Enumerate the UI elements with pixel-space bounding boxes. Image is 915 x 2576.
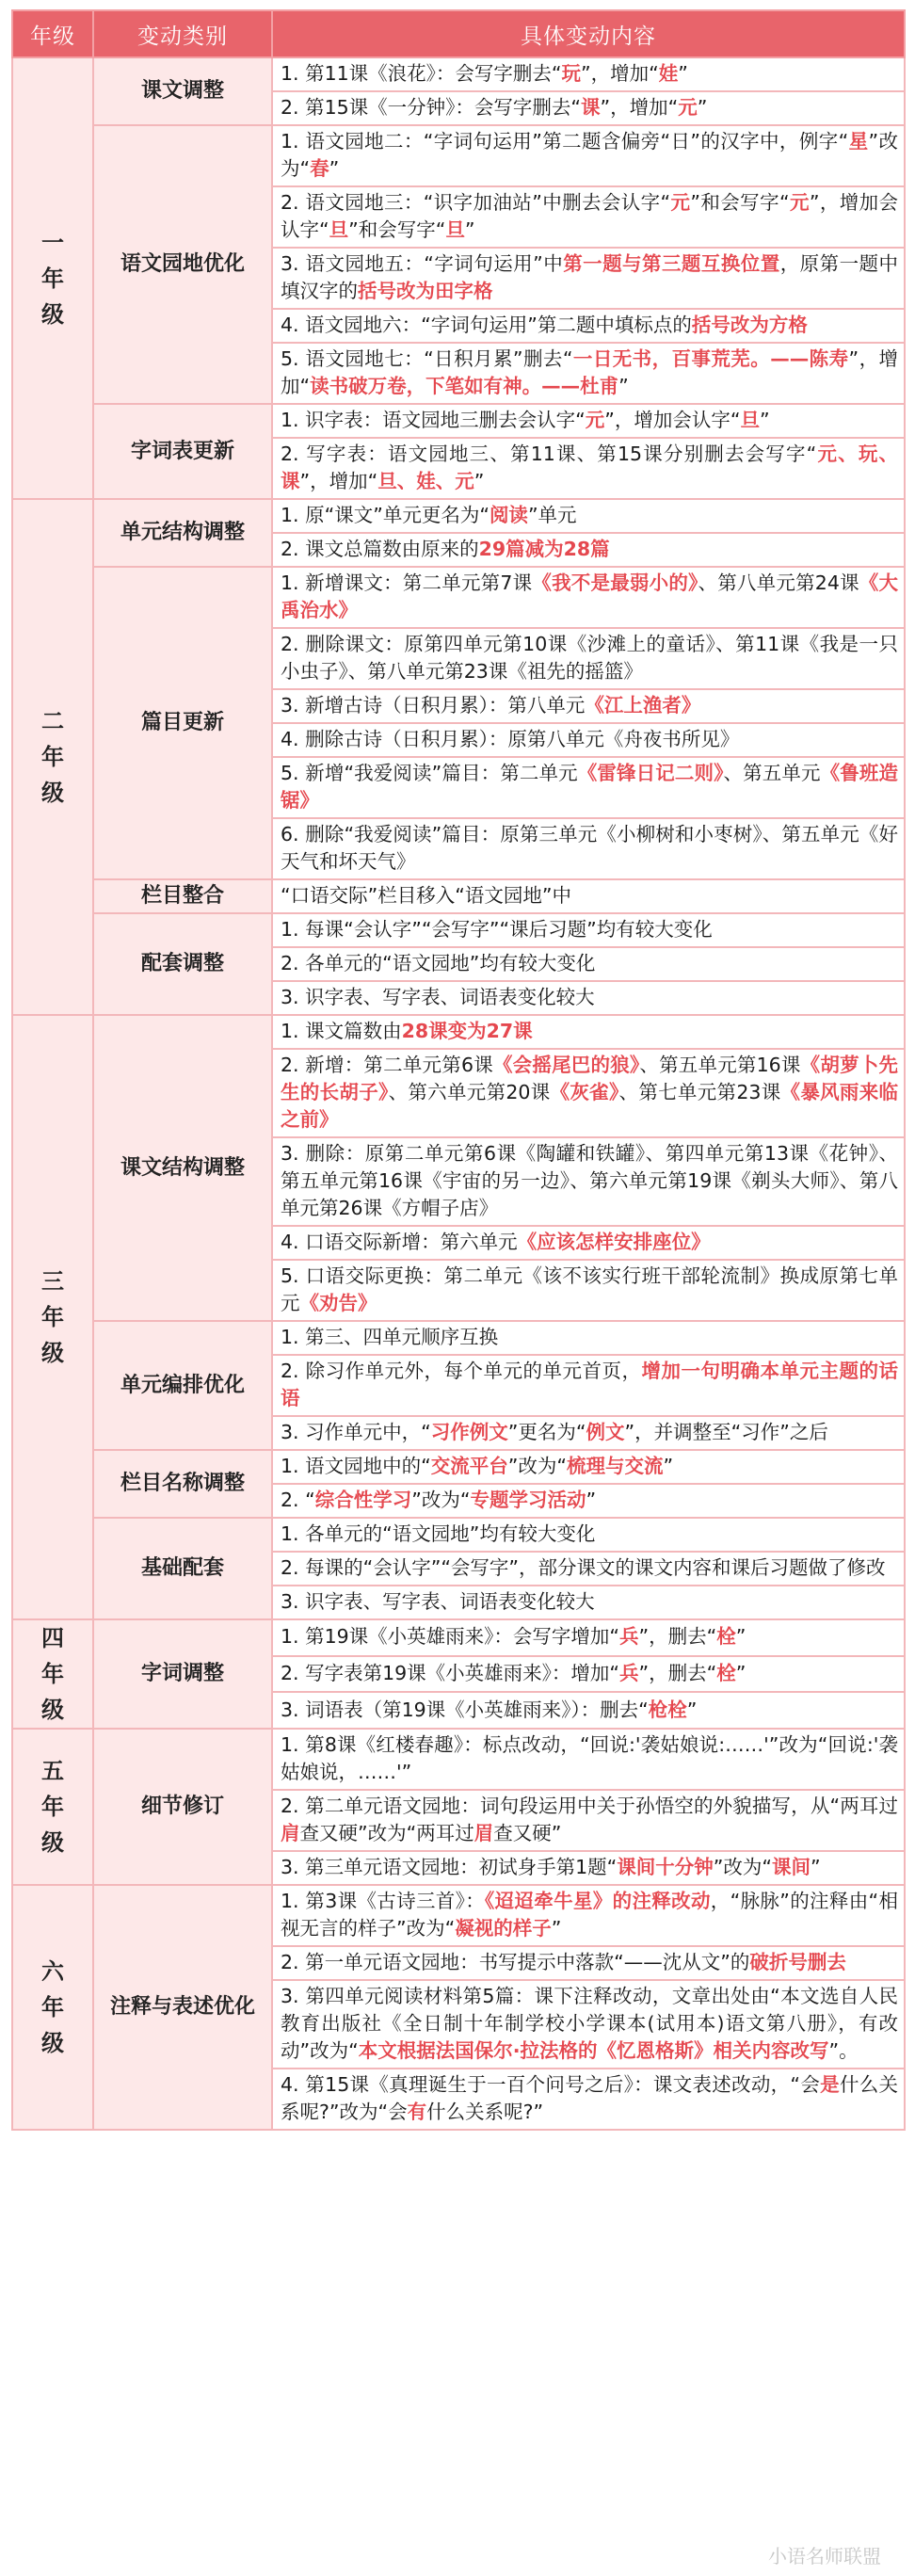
grade-label: 三年级: [41, 1268, 64, 1366]
change-item: [272, 57, 905, 91]
change-item: [272, 818, 905, 879]
item-text: 3. 识字表、写字表、词语表变化较大: [281, 1590, 595, 1613]
change-item: [272, 1226, 905, 1260]
category-cell: 栏目名称调整: [93, 1450, 272, 1518]
item-text: 3. 习作单元中，“: [281, 1421, 431, 1443]
item-text: 2. 每课的“会认字”“会写字”，部分课文的课文内容和课后习题做了修改: [281, 1556, 886, 1579]
change-item: [272, 567, 905, 628]
grade-cell: [12, 1015, 93, 1619]
item-text: 查又硬”: [493, 1822, 562, 1844]
table-body: [12, 57, 905, 2130]
highlight-text: 《灰雀》: [550, 1081, 619, 1103]
item-text: ”单元: [527, 504, 577, 526]
header-grade: 年级: [12, 10, 93, 57]
category-cell: 语文园地优化: [93, 125, 272, 404]
grade-cell: [12, 1885, 93, 2130]
item-text: ”，增加“: [299, 470, 378, 492]
highlight-text: 读书破万卷，下笔如有神。——杜甫: [310, 375, 619, 397]
item-text: ”: [464, 218, 475, 241]
change-item: [272, 879, 905, 913]
table-row: [12, 1518, 905, 1552]
highlight-text: 例文: [586, 1421, 625, 1443]
change-item: [272, 1885, 905, 1946]
item-text: 2. “: [281, 1489, 315, 1511]
highlight-text: 综合性学习: [314, 1489, 412, 1511]
change-item: [272, 981, 905, 1015]
item-text: 1. 每课“会认字”“会写字”“课后习题”均有较大变化: [281, 918, 713, 941]
highlight-text: 旦: [329, 218, 349, 241]
table-row: [12, 125, 905, 186]
highlight-text: 娃: [658, 62, 679, 85]
highlight-text: 《雷锋日记二则》: [577, 762, 724, 784]
highlight-text: 元: [789, 191, 810, 214]
change-item: [272, 1946, 905, 1980]
item-text: 查又硬”改为“两耳过: [299, 1822, 474, 1844]
item-text: 3. 第四单元阅读材料第5篇：课下注释改动，文章出处由“本文选自人民教育出版社《全日制十年制学校小学课本(试用本)语文第八册》，有改动”改为“: [281, 1985, 898, 2062]
change-item: [272, 1851, 905, 1885]
item-text: 2. 写字表第19课《小英雄雨来》：增加“: [281, 1661, 620, 1684]
change-item: [272, 1552, 905, 1586]
item-text: ”: [474, 470, 485, 492]
item-text: ”改为“: [713, 1856, 772, 1878]
highlight-text: 括号改为方格: [691, 314, 808, 336]
change-item: [272, 913, 905, 947]
item-text: ”: [811, 1856, 821, 1878]
highlight-text: 《鲁班造锯》: [281, 762, 899, 812]
table-row: [12, 567, 905, 628]
item-text: 什么关系呢?”: [426, 2101, 544, 2123]
highlight-text: 《劝告》: [299, 1292, 377, 1314]
category-cell: 基础配套: [93, 1518, 272, 1619]
change-item: [272, 343, 905, 404]
highlight-text: 29篇减为28篇: [478, 538, 610, 560]
item-text: 5. 语文园地七：“日积月累”删去“: [281, 347, 573, 370]
table-row: [12, 879, 905, 913]
item-text: 、第六单元第20课: [388, 1081, 551, 1103]
change-item: [272, 1692, 905, 1729]
table-header-row: [12, 10, 905, 57]
highlight-text: 《暴风雨来临之前》: [281, 1081, 899, 1131]
category-cell: 单元结构调整: [93, 499, 272, 567]
item-text: 4. 删除古诗（日积月累）：原第八单元《舟夜书所见》: [281, 728, 740, 750]
highlight-text: 《大禹治水》: [281, 572, 899, 621]
item-text: ”。: [828, 2039, 859, 2062]
item-text: 、第五单元: [723, 762, 821, 784]
table-row: [12, 1450, 905, 1484]
item-text: 1. 第三、四单元顺序互换: [281, 1326, 499, 1348]
highlight-text: 元: [678, 96, 698, 119]
item-text: 2. 除习作单元外，每个单元的单元首页，: [281, 1360, 642, 1382]
watermark: 小语名师联盟: [768, 2545, 881, 2568]
item-text: ”: [329, 157, 340, 180]
item-text: ”，增加会认字“: [281, 191, 899, 241]
table-row: [12, 1885, 905, 1946]
highlight-text: 课间十分钟: [617, 1856, 714, 1878]
highlight-text: 有: [407, 2101, 427, 2123]
table-row: [12, 1321, 905, 1355]
item-text: ”，增加“: [581, 62, 659, 85]
item-text: 4. 第15课《真理诞生于一百个问号之后》：课文表述改动，“会: [281, 2073, 821, 2096]
item-text: ”: [735, 1661, 746, 1684]
change-item: [272, 1416, 905, 1450]
change-item: [272, 1049, 905, 1137]
highlight-text: 交流平台: [430, 1455, 508, 1477]
item-text: ，“脉脉”的注释由“相视无言的样子”改为“: [281, 1890, 898, 1940]
item-text: 1. 语文园地二：“字词句运用”第二题含偏旁“日”的汉字中，例字“: [281, 130, 849, 153]
item-text: 3. 新增古诗（日积月累）：第八单元: [281, 694, 586, 716]
highlight-text: 元: [585, 409, 605, 431]
item-text: ”: [586, 1489, 597, 1511]
item-text: 1. 第19课《小英雄雨来》：会写字增加“: [281, 1625, 620, 1649]
item-text: ”，增加“: [600, 96, 679, 119]
item-text: ”更名为“: [507, 1421, 586, 1443]
grade-cell: [12, 499, 93, 1015]
item-text: ”: [618, 375, 629, 397]
change-item: [272, 1790, 905, 1851]
change-item: [272, 1355, 905, 1416]
table-row: [12, 499, 905, 533]
highlight-text: 兵: [619, 1661, 639, 1684]
change-item: [272, 1450, 905, 1484]
highlight-text: 肩: [281, 1822, 300, 1844]
item-text: 3. 语文园地五：“字词句运用”中: [281, 252, 564, 275]
highlight-text: 春: [310, 157, 329, 180]
item-text: 1. 第8课《红楼春趣》：标点改动，“回说:'袭姑娘说:……'”改为“回说:'袭姑娘说，……'”: [281, 1733, 898, 1783]
change-item: [272, 628, 905, 689]
item-text: ”: [759, 409, 770, 431]
category-cell: 课文结构调整: [93, 1015, 272, 1321]
grade-label: 二年级: [41, 708, 64, 806]
item-text: 2. 删除课文：原第四单元第10课《沙滩上的童话》、第11课《我是一只小虫子》、第八单元第23课《祖先的摇篮》: [281, 633, 898, 683]
change-item: [272, 91, 905, 125]
item-text: ”和会写字“: [690, 191, 790, 214]
highlight-text: 阅读: [489, 504, 528, 526]
highlight-text: 旦: [445, 218, 465, 241]
category-cell: 配套调整: [93, 913, 272, 1015]
item-text: ”: [551, 1917, 562, 1940]
category-cell: 字词表更新: [93, 404, 272, 499]
item-text: 3. 词语表（第19课《小英雄雨来》）：删去“: [281, 1698, 649, 1721]
highlight-text: 本文根据法国保尔·拉法格的《忆恩格斯》相关内容改写: [358, 2039, 829, 2062]
highlight-text: 栓: [716, 1625, 736, 1649]
item-text: 1. 第3课《古诗三首》：: [281, 1890, 486, 1912]
highlight-text: 栓: [716, 1661, 736, 1684]
highlight-text: 增加一句明确本单元主题的话语: [281, 1360, 898, 1409]
grade-cell: [12, 1729, 93, 1885]
change-item: [272, 533, 905, 567]
change-item: [272, 1729, 905, 1790]
highlight-text: 习作例文: [430, 1421, 508, 1443]
item-text: 4. 口语交际新增：第六单元: [281, 1231, 518, 1253]
item-text: 4. 语文园地六：“字词句运用”第二题中填标点的: [281, 314, 692, 336]
highlight-text: 专题学习活动: [470, 1489, 586, 1511]
item-text: ”: [735, 1625, 746, 1649]
item-text: ”: [663, 1455, 674, 1477]
highlight-text: 梳理与交流: [566, 1455, 664, 1477]
item-text: ”改为“: [411, 1489, 471, 1511]
header-content: 具体变动内容: [272, 10, 905, 57]
highlight-text: 课: [581, 96, 601, 119]
item-text: 1. 各单元的“语文园地”均有较大变化: [281, 1522, 596, 1545]
grade-label: 五年级: [41, 1758, 64, 1856]
change-item: [272, 1619, 905, 1656]
item-text: 1. 识字表：语文园地三删去会认字“: [281, 409, 586, 431]
item-text: 1. 第11课《浪花》：会写字删去“: [281, 62, 562, 85]
item-text: 、第五单元第16课: [639, 1054, 801, 1076]
change-item: [272, 689, 905, 723]
grade-label: 四年级: [41, 1625, 64, 1723]
change-item: [272, 438, 905, 499]
highlight-text: 课间: [772, 1856, 811, 1878]
item-text: 3. 识字表、写字表、词语表变化较大: [281, 986, 595, 1008]
change-item: [272, 1484, 905, 1518]
highlight-text: 枪栓: [648, 1698, 687, 1721]
category-cell: 课文调整: [93, 57, 272, 125]
highlight-text: 星: [848, 130, 869, 153]
item-text: 2. 新增：第二单元第6课: [281, 1054, 493, 1076]
highlight-text: 兵: [619, 1625, 639, 1649]
change-item: [272, 1137, 905, 1226]
highlight-text: 凝视的样子: [455, 1917, 552, 1940]
highlight-text: 《应该怎样安排座位》: [517, 1231, 711, 1253]
item-text: ”: [678, 62, 688, 85]
change-item: [272, 1518, 905, 1552]
category-cell: 注释与表述优化: [93, 1885, 272, 2130]
highlight-text: 眉: [474, 1822, 494, 1844]
highlight-text: 元: [670, 191, 691, 214]
item-text: 什么关系呢?”改为“会: [281, 2073, 899, 2123]
change-item: [272, 309, 905, 343]
item-text: 3. 删除：原第二单元第6课《陶罐和铁罐》、第四单元第13课《花钟》、第五单元第16课《宇宙的另一边》、第六单元第19课《剃头大师》、第八单元第26课《方帽子店》: [281, 1142, 898, 1219]
change-item: [272, 1586, 905, 1619]
change-item: [272, 499, 905, 533]
highlight-text: 破折号删去: [749, 1951, 846, 1973]
highlight-text: 一日无书，百事荒芜。——陈寿: [572, 347, 849, 370]
grade-cell: [12, 57, 93, 499]
item-text: ”: [686, 1698, 698, 1721]
item-text: ”，删去“: [638, 1661, 717, 1684]
table-row: [12, 1015, 905, 1049]
category-cell: 字词调整: [93, 1619, 272, 1729]
item-text: 、第八单元第24课: [698, 572, 859, 594]
change-item: [272, 2069, 905, 2130]
item-text: ”，增加“: [281, 347, 899, 397]
change-item: [272, 947, 905, 981]
item-text: ”，并调整至“习作”之后: [624, 1421, 828, 1443]
item-text: ”和会写字“: [348, 218, 446, 241]
item-text: 3. 第三单元语文园地：初试身手第1题“: [281, 1856, 618, 1878]
highlight-text: 旦、娃、元: [377, 470, 474, 492]
table-row: [12, 404, 905, 438]
highlight-text: 《江上渔者》: [585, 694, 701, 716]
change-item: [272, 757, 905, 818]
table-row: [12, 1729, 905, 1790]
item-text: 6. 删除“我爱阅读”篇目：原第三单元《小柳树和小枣树》、第五单元《好天气和坏天气》: [281, 823, 898, 873]
textbook-changes-table: [11, 9, 906, 2131]
highlight-text: 元、玩、课: [281, 443, 899, 492]
highlight-text: 28课变为27课: [401, 1020, 533, 1042]
item-text: 1. 新增课文：第二单元第7课: [281, 572, 533, 594]
item-text: 2. 第15课《一分钟》：会写字删去“: [281, 96, 582, 119]
change-item: [272, 248, 905, 309]
item-text: 5. 口语交际更换：第二单元《该不该实行班干部轮流制》换成原第七单元: [281, 1264, 898, 1314]
highlight-text: 玩: [561, 62, 582, 85]
item-text: 5. 新增“我爱阅读”篇目：第二单元: [281, 762, 578, 784]
change-item: [272, 723, 905, 757]
highlight-text: 《迢迢牵牛星》的注释改动: [485, 1890, 711, 1912]
highlight-text: 括号改为田字格: [358, 280, 493, 302]
grade-cell: [12, 1619, 93, 1729]
item-text: ”，增加会认字“: [604, 409, 741, 431]
item-text: 2. 第一单元语文园地：书写提示中落款“——沈从文”的: [281, 1951, 750, 1973]
item-text: ”改为“: [281, 130, 899, 180]
change-item: [272, 186, 905, 248]
change-item: [272, 1980, 905, 2069]
item-text: 1. 原“课文”单元更名为“: [281, 504, 490, 526]
item-text: 2. 各单元的“语文园地”均有较大变化: [281, 952, 596, 974]
item-text: ，原第一题中填汉字的: [281, 252, 899, 302]
item-text: 2. 语文园地三：“识字加油站”中删去会认字“: [281, 191, 671, 214]
grade-label: 六年级: [41, 1958, 64, 2056]
change-item: [272, 404, 905, 438]
table-row: [12, 913, 905, 947]
category-cell: 篇目更新: [93, 567, 272, 879]
highlight-text: 《会摇尾巴的狼》: [492, 1054, 640, 1076]
item-text: 2. 课文总篇数由原来的: [281, 538, 479, 560]
item-text: 2. 第二单元语文园地：词句段运用中关于孙悟空的外貌描写，从“两耳过: [281, 1795, 898, 1817]
header-category: 变动类别: [93, 10, 272, 57]
category-cell: 单元编排优化: [93, 1321, 272, 1450]
item-text: 1. 课文篇数由: [281, 1020, 402, 1042]
item-text: ”，删去“: [638, 1625, 717, 1649]
category-cell: 栏目整合: [93, 879, 272, 913]
highlight-text: 《我不是最弱小的》: [532, 572, 698, 594]
category-cell: 细节修订: [93, 1729, 272, 1885]
change-item: [272, 1260, 905, 1321]
table-row: [12, 1619, 905, 1656]
grade-label: 一年级: [41, 229, 64, 328]
change-item: [272, 125, 905, 186]
highlight-text: 《胡萝卜先生的长胡子》: [281, 1054, 898, 1103]
item-text: 1. 语文园地中的“: [281, 1455, 431, 1477]
item-text: 2. 写字表：语文园地三、第11课、第15课分别删去会写字“: [281, 443, 817, 465]
item-text: ”改为“: [507, 1455, 567, 1477]
highlight-text: 第一题与第三题互换位置: [563, 252, 780, 275]
change-item: [272, 1015, 905, 1049]
highlight-text: 是: [820, 2073, 840, 2096]
change-item: [272, 1656, 905, 1693]
highlight-text: 旦: [740, 409, 760, 431]
table-row: [12, 57, 905, 91]
item-text: 、第七单元第23课: [618, 1081, 781, 1103]
change-item: [272, 1321, 905, 1355]
item-text: “口语交际”栏目移入“语文园地”中: [281, 884, 571, 907]
item-text: ”: [697, 96, 708, 119]
